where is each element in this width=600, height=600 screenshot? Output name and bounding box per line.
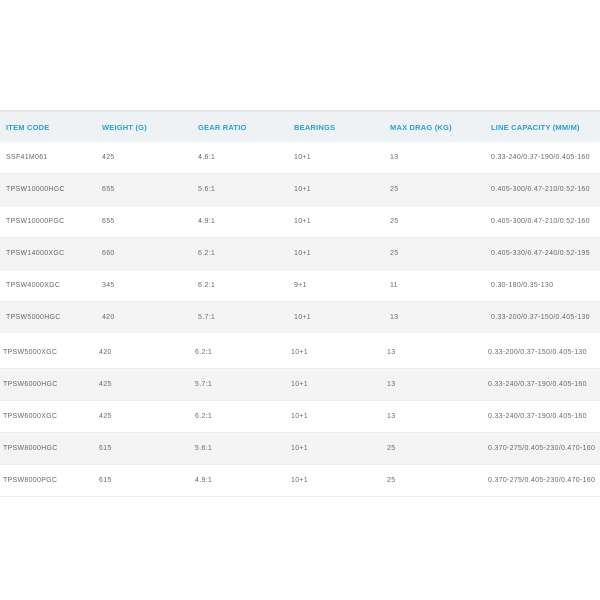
cell-gear-ratio: 5.6:1 — [192, 174, 288, 206]
cell-item-code: TPSW5000HGC — [0, 302, 96, 336]
table-row — [0, 238, 600, 270]
cell-item-code: TPSW4000XGC — [0, 270, 96, 302]
header-row — [0, 111, 600, 142]
table-row — [0, 401, 600, 433]
cell-item-code: TPSW6000XGC — [0, 401, 96, 433]
cell-line-capacity: 0.30-180/0.35-130 — [485, 270, 600, 302]
cell-bearings: 9+1 — [288, 270, 384, 302]
cell-bearings: 10+1 — [288, 174, 384, 206]
spec-table — [0, 110, 600, 497]
table-body — [0, 142, 600, 497]
cell-item-code: TPSW8000PGC — [0, 465, 96, 497]
cell-line-capacity: 0.405-330/0.47-240/0.52-195 — [485, 238, 600, 270]
cell-gear-ratio: 6.2:1 — [192, 401, 288, 433]
cell-max-drag: 13 — [384, 401, 485, 433]
cell-gear-ratio: 5.7:1 — [192, 369, 288, 401]
cell-max-drag: 25 — [384, 465, 485, 497]
cell-item-code: SSF41M061 — [0, 142, 96, 174]
cell-max-drag: 25 — [384, 433, 485, 465]
cell-item-code: TPSW6000HGC — [0, 369, 96, 401]
cell-weight: 615 — [96, 465, 192, 497]
cell-line-capacity: 0.370-275/0.405-230/0.470-160 — [485, 465, 600, 497]
cell-line-capacity: 0.33-200/0.37-150/0.405-130 — [485, 302, 600, 336]
cell-bearings: 10+1 — [288, 433, 384, 465]
table-row — [0, 369, 600, 401]
cell-weight: 425 — [96, 369, 192, 401]
table-row — [0, 433, 600, 465]
table-row — [0, 465, 600, 497]
table-row — [0, 335, 600, 369]
cell-weight: 655 — [96, 174, 192, 206]
header-max-drag: MAX DRAG (KG) — [384, 111, 485, 142]
cell-max-drag: 13 — [384, 142, 485, 174]
cell-gear-ratio: 4.9:1 — [192, 465, 288, 497]
cell-bearings: 10+1 — [288, 465, 384, 497]
cell-line-capacity: 0.33-240/0.37-190/0.405-160 — [485, 142, 600, 174]
cell-gear-ratio: 5.7:1 — [192, 302, 288, 336]
cell-gear-ratio: 4.9:1 — [192, 206, 288, 238]
cell-line-capacity: 0.370-275/0.405-230/0.470-160 — [485, 433, 600, 465]
cell-item-code: TPSW10000PGC — [0, 206, 96, 238]
cell-weight: 615 — [96, 433, 192, 465]
cell-bearings: 10+1 — [288, 206, 384, 238]
cell-max-drag: 13 — [384, 302, 485, 336]
table-row — [0, 142, 600, 174]
cell-weight: 425 — [96, 401, 192, 433]
table-row — [0, 270, 600, 302]
cell-line-capacity: 0.405-300/0.47-210/0.52-160 — [485, 174, 600, 206]
cell-bearings: 10+1 — [288, 302, 384, 336]
cell-bearings: 10+1 — [288, 335, 384, 369]
cell-item-code: TPSW5000XGC — [0, 335, 96, 369]
cell-bearings: 10+1 — [288, 142, 384, 174]
cell-item-code: TPSW14000XGC — [0, 238, 96, 270]
cell-gear-ratio: 6.2:1 — [192, 238, 288, 270]
table-row — [0, 206, 600, 238]
cell-bearings: 10+1 — [288, 369, 384, 401]
cell-weight: 660 — [96, 238, 192, 270]
cell-weight: 420 — [96, 302, 192, 336]
cell-gear-ratio: 6.2:1 — [192, 270, 288, 302]
cell-weight: 425 — [96, 142, 192, 174]
header-weight: WEIGHT (G) — [96, 111, 192, 142]
cell-line-capacity: 0.33-240/0.37-190/0.405-160 — [485, 401, 600, 433]
cell-gear-ratio: 6.2:1 — [192, 335, 288, 369]
cell-line-capacity: 0.33-240/0.37-190/0.405-160 — [485, 369, 600, 401]
cell-line-capacity: 0.33-200/0.37-150/0.405-130 — [485, 335, 600, 369]
cell-bearings: 10+1 — [288, 401, 384, 433]
cell-item-code: TPSW10000HGC — [0, 174, 96, 206]
header-item-code: ITEM CODE — [0, 111, 96, 142]
cell-max-drag: 13 — [384, 335, 485, 369]
cell-line-capacity: 0.405-300/0.47-210/0.52-160 — [485, 206, 600, 238]
cell-max-drag: 13 — [384, 369, 485, 401]
cell-weight: 655 — [96, 206, 192, 238]
table-row — [0, 302, 600, 336]
cell-max-drag: 11 — [384, 270, 485, 302]
cell-gear-ratio: 4.6:1 — [192, 142, 288, 174]
cell-max-drag: 25 — [384, 206, 485, 238]
header-gear-ratio: GEAR RATIO — [192, 111, 288, 142]
cell-weight: 345 — [96, 270, 192, 302]
cell-max-drag: 25 — [384, 174, 485, 206]
header-bearings: BEARINGS — [288, 111, 384, 142]
table-row — [0, 174, 600, 206]
cell-bearings: 10+1 — [288, 238, 384, 270]
header-line-capacity: LINE CAPACITY (MM/M) — [485, 111, 600, 142]
cell-gear-ratio: 5.6:1 — [192, 433, 288, 465]
cell-max-drag: 25 — [384, 238, 485, 270]
cell-weight: 420 — [96, 335, 192, 369]
cell-item-code: TPSW8000HGC — [0, 433, 96, 465]
